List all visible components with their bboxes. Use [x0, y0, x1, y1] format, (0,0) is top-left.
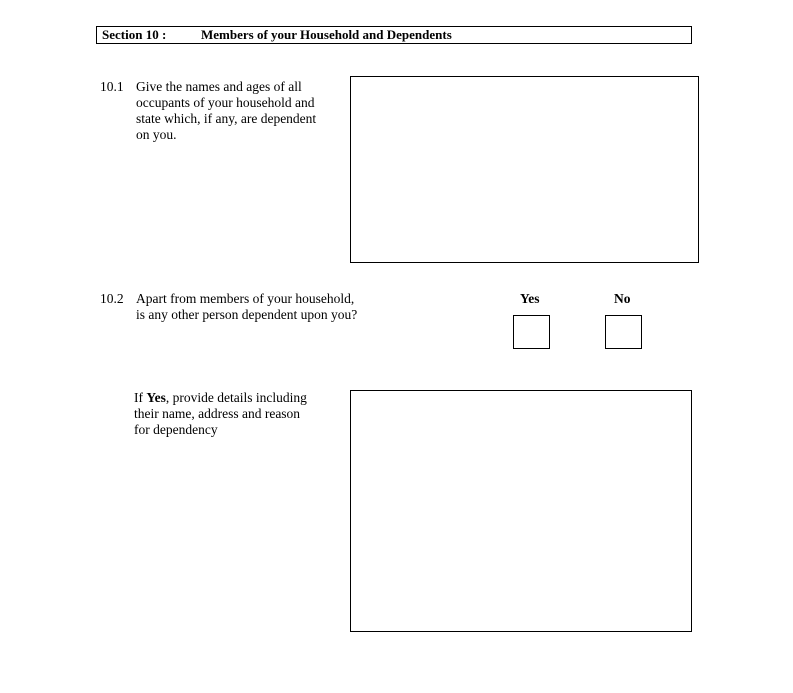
if-yes-bold-word: Yes	[146, 390, 166, 405]
household-occupants-field[interactable]	[350, 76, 699, 263]
question-line: is any other person dependent upon you?	[136, 307, 358, 322]
section-header	[96, 26, 692, 44]
question-line: state which, if any, are dependent	[136, 111, 317, 126]
question-line: occupants of your household and	[136, 95, 315, 110]
if-yes-line: their name, address and reason	[134, 406, 301, 421]
section-number: Section 10 :	[102, 27, 167, 42]
section-title: Members of your Household and Dependents	[201, 27, 452, 42]
if-yes-instructions	[134, 390, 307, 438]
no-checkbox[interactable]	[605, 315, 642, 349]
dependency-details-field[interactable]	[350, 390, 692, 632]
if-yes-first-line	[134, 390, 307, 406]
question-number-10-2: 10.2	[100, 291, 124, 306]
question-line: Give the names and ages of all	[136, 79, 302, 94]
if-yes-suffix: , provide details including	[165, 390, 307, 405]
no-label: No	[614, 291, 631, 306]
question-text-10-2	[136, 291, 357, 323]
question-text-10-1	[136, 79, 316, 143]
if-yes-line: for dependency	[134, 422, 218, 437]
if-yes-prefix: If	[134, 390, 147, 405]
question-number-10-1: 10.1	[100, 79, 124, 94]
question-line: Apart from members of your household,	[136, 291, 355, 306]
question-line: on you.	[136, 127, 177, 142]
yes-label: Yes	[520, 291, 540, 306]
yes-checkbox[interactable]	[513, 315, 550, 349]
